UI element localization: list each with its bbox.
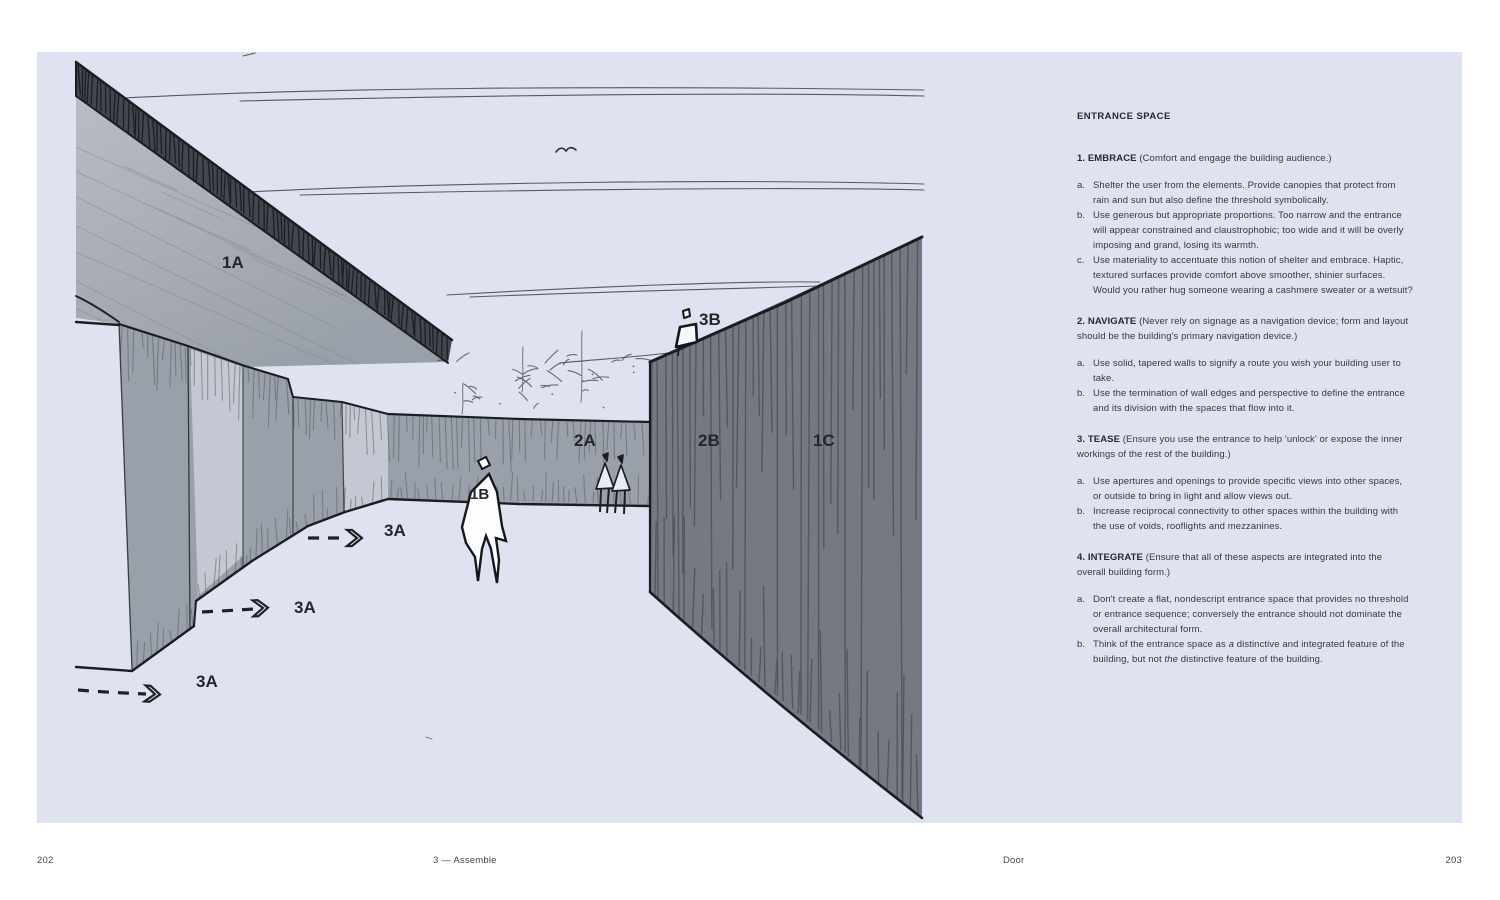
label-canopy: 1A [222,253,244,272]
list-item-text: Use solid, tapered walls to signify a route you wish your building user to take. [1093,358,1401,384]
route-arrow [78,685,161,702]
list-item-text: Don't create a flat, nondescript entrance space that provides no threshold or entrance sequence; conversely the entrance should not dominate the overall architectural form. [1093,594,1409,635]
section-heading: 2. NAVIGATE (Never rely on signage as a navigation device; form and layout should be the building's primary navigation device.) [1077,316,1409,342]
list-item-text: Use the termination of wall edges and perspective to define the entrance and its division with the spaces that flow into it. [1093,388,1405,414]
list-item-letter: a. [1077,180,1086,191]
label-back-wall: 2A [574,431,596,450]
spread-background-panel [37,52,1462,823]
list-item-letter: b. [1077,639,1086,650]
list-item [1077,504,1413,534]
entrance-space-article [1077,109,1413,683]
label-route-2: 3A [294,598,316,617]
section-heading-keyword: 3. TEASE [1077,434,1121,445]
list-item-text: Use generous but appropriate proportions. Too narrow and the entrance will appear constrained and claustrophobic; too wide and it will be overly imposing and grand, losing its warmth. [1093,210,1404,251]
list-item-letter: a. [1077,358,1086,369]
list-item-text: Use materiality to accentuate this notion of shelter and embrace. Haptic, textured surfaces provide comfort above smoother, shinier surfaces. Would you rather hug someone wearing a cashmere sweater or a wetsuit? [1093,255,1413,296]
list-item-text: Increase reciprocal connectivity to other spaces within the building with the use of voids, rooflights and mezzanines. [1093,506,1399,532]
section-heading-keyword: 4. INTEGRATE [1077,552,1143,563]
route-arrow [202,600,268,617]
page-number-right: 203 [1445,855,1462,866]
list-item [1077,356,1413,386]
list-item-letter: a. [1077,594,1086,605]
section-heading-keyword: 2. NAVIGATE [1077,316,1137,327]
list-item-text: Think of the entrance space as a distinctive and integrated feature of the building, but not the distinctive feature of the building. [1093,639,1405,665]
list-item [1077,592,1413,637]
route-arrow [308,530,362,546]
list-item [1077,253,1413,298]
section-heading: 1. EMBRACE (Comfort and engage the building audience.) [1077,153,1332,164]
label-right-wall-far: 1C [813,431,835,450]
label-route-3: 3A [384,521,406,540]
list-item [1077,208,1413,253]
section-heading: 4. INTEGRATE (Ensure that all of these aspects are integrated into the overall building form.) [1077,552,1383,578]
article-section [1077,432,1413,534]
list-item-letter: a. [1077,476,1086,487]
list-item-letter: b. [1077,388,1086,399]
running-head-right: Door [1003,855,1025,866]
section-heading-keyword: 1. EMBRACE [1077,153,1137,164]
courtyard-scribbles [438,331,653,414]
list-item-text: Shelter the user from the elements. Provide canopies that protect from rain and sun but also define the threshold symbolically. [1093,180,1396,206]
bird-icon [556,148,576,152]
label-main-figure: 1B [470,486,490,503]
list-item [1077,474,1413,504]
running-head-left: 3 — Assemble [433,855,497,866]
article-sections [1077,151,1413,667]
article-section [1077,151,1413,298]
article-title: ENTRANCE SPACE [1077,111,1171,122]
label-peeking-figure: 3B [699,310,721,329]
label-route-1: 3A [196,672,218,691]
entrance-sketch [37,52,962,823]
list-item-letter: c. [1077,255,1085,266]
article-section [1077,550,1413,667]
list-item [1077,178,1413,208]
section-heading: 3. TEASE (Ensure you use the entrance to help 'unlock' or expose the inner workings of the rest of the building.) [1077,434,1403,460]
list-item-letter: b. [1077,506,1086,517]
article-section [1077,314,1413,416]
page-number-left: 202 [37,855,54,866]
list-item [1077,386,1413,416]
list-item-text: Use apertures and openings to provide specific views into other spaces, or outside to bring in light and allow views out. [1093,476,1403,502]
list-item [1077,637,1413,667]
list-item-letter: b. [1077,210,1086,221]
label-right-wall-near: 2B [698,431,720,450]
